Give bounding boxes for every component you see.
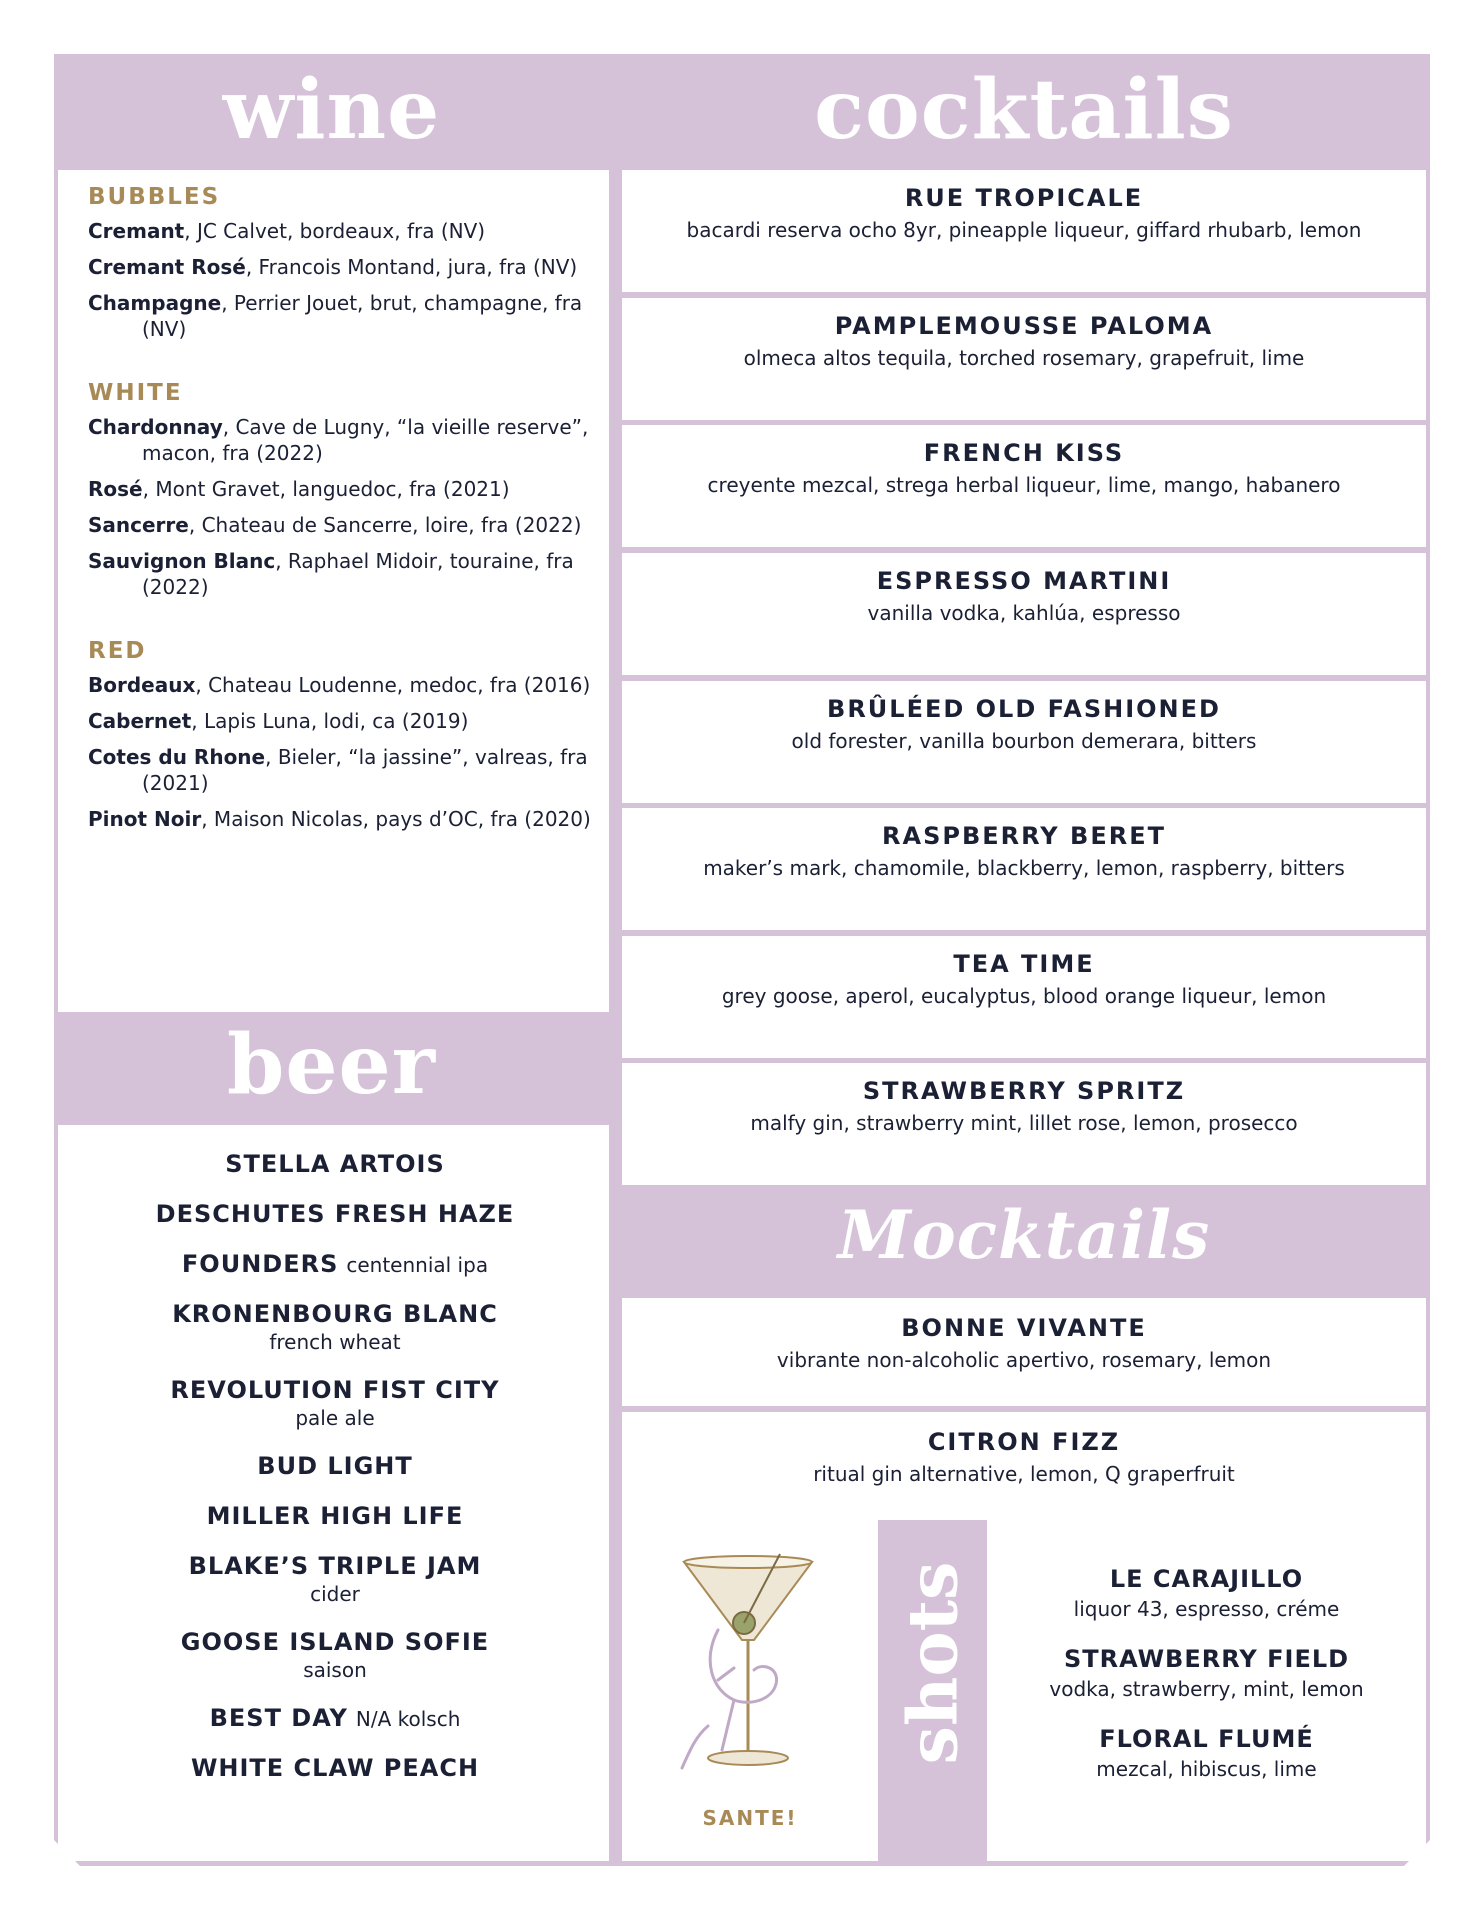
cocktail-name: RASPBERRY BERET — [882, 822, 1166, 850]
beer-description: french wheat — [269, 1330, 401, 1354]
beer-style: centennial ipa — [346, 1253, 489, 1277]
wine-name: Cremant Rosé — [88, 255, 246, 279]
beer-name-line — [60, 1150, 610, 1178]
beer-name: BEST DAY — [209, 1704, 348, 1732]
mocktail-item — [622, 1412, 1426, 1520]
beer-name-line — [60, 1376, 610, 1404]
wine-list — [88, 184, 608, 870]
wine-details: , Chateau Loudenne, medoc, fra (2016) — [195, 673, 591, 697]
cocktail-item — [622, 681, 1426, 803]
beer-name: KRONENBOURG BLANC — [172, 1300, 498, 1328]
beer-description: pale ale — [295, 1406, 375, 1430]
wine-item — [88, 512, 608, 538]
mocktail-name: BONNE VIVANTE — [901, 1314, 1147, 1342]
shot-item — [987, 1645, 1426, 1701]
beer-item — [60, 1628, 610, 1682]
cocktail-name: STRAWBERRY SPRITZ — [862, 1077, 1186, 1105]
mocktail-item — [622, 1298, 1426, 1406]
beer-description: cider — [310, 1582, 360, 1606]
beer-name-line — [60, 1300, 610, 1328]
cocktail-name: RUE TROPICALE — [904, 184, 1144, 212]
beer-name-line — [60, 1754, 610, 1782]
wine-group — [88, 184, 608, 342]
mocktail-description: ritual gin alternative, lemon, Q graperfruit — [813, 1462, 1235, 1486]
shot-name: LE CARAJILLO — [1109, 1565, 1304, 1593]
cocktail-description: creyente mezcal, strega herbal liqueur, lime, mango, habanero — [707, 473, 1341, 497]
beer-name: DESCHUTES FRESH HAZE — [155, 1200, 515, 1228]
wine-name: Cabernet — [88, 709, 192, 733]
cocktail-description: vanilla vodka, kahlúa, espresso — [867, 601, 1181, 625]
beer-name: STELLA ARTOIS — [225, 1150, 445, 1178]
wine-item — [88, 708, 608, 734]
shot-name: STRAWBERRY FIELD — [1063, 1645, 1350, 1673]
beer-name: FOUNDERS — [181, 1250, 339, 1278]
shot-item — [987, 1565, 1426, 1621]
wine-details: , Bieler, “la jassine”, valreas, fra (2021) — [142, 745, 588, 795]
shot-description: mezcal, hibiscus, lime — [1096, 1757, 1317, 1781]
wine-details: , Francois Montand, jura, fra (NV) — [245, 255, 578, 279]
cocktail-description: bacardi reserva ocho 8yr, pineapple liqueur, giffard rhubarb, lemon — [686, 218, 1362, 242]
cocktail-name: PAMPLEMOUSSE PALOMA — [834, 312, 1214, 340]
beer-item — [60, 1150, 610, 1178]
cocktail-item — [622, 298, 1426, 420]
beer-item — [60, 1250, 610, 1278]
wine-section-title: WHITE — [88, 380, 183, 406]
wine-details: , JC Calvet, bordeaux, fra (NV) — [184, 219, 486, 243]
beer-item — [60, 1552, 610, 1606]
wine-header: wine — [222, 62, 441, 158]
beer-name-line — [60, 1502, 610, 1530]
beer-item — [60, 1704, 610, 1732]
martini-glass-hand-icon — [662, 1550, 832, 1790]
wine-details: , Maison Nicolas, pays d’OC, fra (2020) — [201, 807, 591, 831]
wine-details: , Mont Gravet, languedoc, fra (2021) — [142, 477, 510, 501]
shot-name: FLORAL FLUMÉ — [1099, 1725, 1314, 1753]
beer-style: N/A kolsch — [355, 1707, 461, 1731]
wine-details: , Perrier Jouet, brut, champagne, fra (NV) — [142, 291, 583, 341]
beer-name: WHITE CLAW PEACH — [190, 1754, 480, 1782]
beer-name-line — [60, 1250, 610, 1278]
corner-notch-left — [54, 1840, 80, 1866]
cocktail-name: TEA TIME — [953, 950, 1095, 978]
mocktails-header: Mocktails — [837, 1196, 1211, 1274]
cocktail-description: olmeca altos tequila, torched rosemary, grapefruit, lime — [743, 346, 1305, 370]
beer-name: GOOSE ISLAND SOFIE — [180, 1628, 490, 1656]
cocktail-name: BRÛLÉED OLD FASHIONED — [827, 695, 1221, 723]
shot-description: liquor 43, espresso, créme — [1073, 1597, 1340, 1621]
wine-details: , Raphael Midoir, touraine, fra (2022) — [142, 549, 574, 599]
wine-name: Cremant — [88, 219, 185, 243]
wine-section-title: RED — [88, 638, 147, 664]
wine-item — [88, 476, 608, 502]
wine-item — [88, 218, 608, 244]
wine-details: , Chateau de Sancerre, loire, fra (2022) — [188, 513, 582, 537]
illustration-caption: SANTE! — [702, 1806, 798, 1830]
shot-item — [987, 1725, 1426, 1781]
wine-group — [88, 380, 608, 600]
beer-description: saison — [303, 1658, 367, 1682]
beer-item — [60, 1376, 610, 1430]
wine-name: Pinot Noir — [88, 807, 202, 831]
beer-name: BLAKE’S TRIPLE JAM — [188, 1552, 482, 1580]
wine-item — [88, 548, 608, 600]
wine-details: , Cave de Lugny, “la vieille reserve”, macon, fra (2022) — [142, 415, 589, 465]
wine-details: , Lapis Luna, lodi, ca (2019) — [191, 709, 469, 733]
beer-item — [60, 1502, 610, 1530]
wine-name: Rosé — [88, 477, 143, 501]
wine-group — [88, 638, 608, 832]
cocktail-description: old forester, vanilla bourbon demerara, bitters — [791, 729, 1257, 753]
beer-name-line — [60, 1452, 610, 1480]
cocktail-description: grey goose, aperol, eucalyptus, blood orange liqueur, lemon — [721, 984, 1327, 1008]
wine-item — [88, 254, 608, 280]
wine-item — [88, 744, 608, 796]
beer-item — [60, 1300, 610, 1354]
wine-item — [88, 806, 608, 832]
shot-description: vodka, strawberry, mint, lemon — [1049, 1677, 1364, 1701]
beer-header: beer — [227, 1017, 436, 1113]
beer-item — [60, 1754, 610, 1782]
wine-name: Champagne — [88, 291, 222, 315]
beer-name: BUD LIGHT — [257, 1452, 413, 1480]
beer-list — [60, 1150, 610, 1804]
wine-name: Sancerre — [88, 513, 189, 537]
beer-name-line — [60, 1552, 610, 1580]
cocktail-item — [622, 170, 1426, 292]
mocktail-description: vibrante non-alcoholic apertivo, rosemary, lemon — [776, 1348, 1272, 1372]
cocktail-name: FRENCH KISS — [923, 439, 1125, 467]
cocktail-item — [622, 425, 1426, 547]
wine-name: Bordeaux — [88, 673, 196, 697]
shots-header: shots — [893, 1561, 973, 1765]
cocktail-description: malfy gin, strawberry mint, lillet rose, lemon, prosecco — [750, 1111, 1298, 1135]
cocktail-item — [622, 808, 1426, 930]
cocktail-item — [622, 936, 1426, 1058]
beer-item — [60, 1200, 610, 1228]
wine-item — [88, 290, 608, 342]
wine-item — [88, 672, 608, 698]
mocktail-name: CITRON FIZZ — [927, 1428, 1121, 1456]
beer-name-line — [60, 1200, 610, 1228]
wine-item — [88, 414, 608, 466]
beer-name: REVOLUTION FIST CITY — [170, 1376, 500, 1404]
shots-list — [987, 1565, 1426, 1805]
wine-section-title: BUBBLES — [88, 184, 221, 210]
wine-name: Chardonnay — [88, 415, 223, 439]
beer-item — [60, 1452, 610, 1480]
cocktails-header: cocktails — [814, 62, 1234, 158]
cocktail-item — [622, 1063, 1426, 1185]
corner-notch-right — [1404, 1840, 1430, 1866]
cocktail-item — [622, 553, 1426, 675]
beer-name: MILLER HIGH LIFE — [206, 1502, 464, 1530]
beer-name-line — [60, 1628, 610, 1656]
beer-name-line — [60, 1704, 610, 1732]
cocktail-description: maker’s mark, chamomile, blackberry, lemon, raspberry, bitters — [703, 856, 1345, 880]
cocktail-name: ESPRESSO MARTINI — [876, 567, 1172, 595]
wine-name: Sauvignon Blanc — [88, 549, 276, 573]
wine-name: Cotes du Rhone — [88, 745, 266, 769]
